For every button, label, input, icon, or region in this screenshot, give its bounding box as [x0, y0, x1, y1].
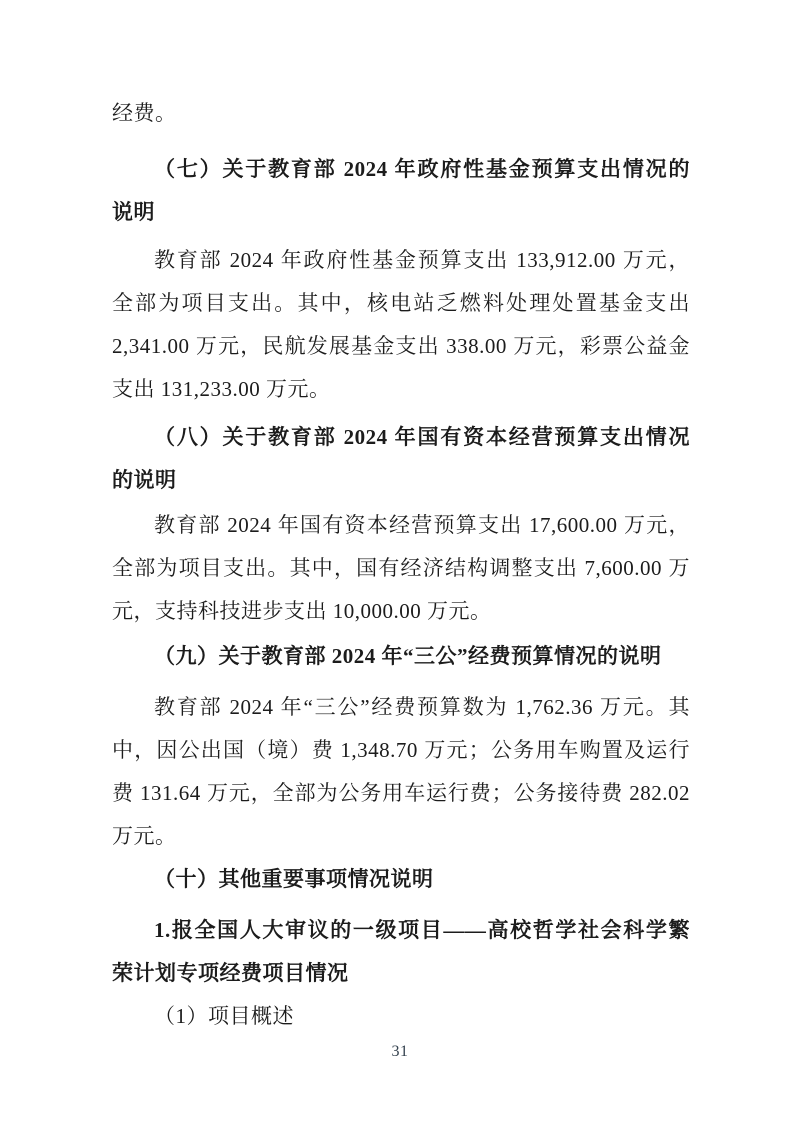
section-heading-10 — [112, 858, 690, 901]
heading-line: （十）其他重要事项情况说明 — [154, 867, 434, 891]
paragraph-line: 中，因公出国（境）费 1,348.70 万元；公务用车购置及运行 — [112, 738, 690, 762]
page-number: 31 — [391, 1043, 409, 1060]
heading-line: 说明 — [112, 200, 155, 224]
paragraph-line: 教育部 2024 年政府性基金预算支出 133,912.00 万元， — [154, 248, 690, 272]
subheading-line: 1.报全国人大审议的一级项目——高校哲学社会科学繁 — [154, 918, 690, 942]
section-heading-7 — [112, 148, 690, 234]
paragraph-line: 全部为项目支出。其中，国有经济结构调整支出 7,600.00 万 — [112, 556, 690, 580]
paragraph-line: 支出 131,233.00 万元。 — [112, 377, 331, 401]
section-heading-9 — [112, 635, 690, 678]
paragraph-line: 教育部 2024 年“三公”经费预算数为 1,762.36 万元。其 — [154, 695, 690, 719]
heading-line: （八）关于教育部 2024 年国有资本经营预算支出情况 — [154, 425, 690, 449]
heading-line: （七）关于教育部 2024 年政府性基金预算支出情况的 — [154, 157, 690, 181]
heading-line: 的说明 — [112, 468, 177, 492]
paragraph-state-capital — [112, 504, 690, 633]
paragraph-line: 全部为项目支出。其中，核电站乏燃料处理处置基金支出 — [112, 291, 690, 315]
paragraph-line: 教育部 2024 年国有资本经营预算支出 17,600.00 万元， — [154, 513, 690, 537]
paragraph-line: 经费。 — [112, 101, 177, 125]
paragraph-line: 万元。 — [112, 824, 177, 848]
paragraph-three-public-expenses — [112, 686, 690, 858]
paragraph-line: 2,341.00 万元，民航发展基金支出 338.00 万元，彩票公益金 — [112, 334, 690, 358]
page-body — [112, 92, 690, 1038]
section-heading-8 — [112, 416, 690, 502]
heading-line: （九）关于教育部 2024 年“三公”经费预算情况的说明 — [154, 644, 662, 668]
paragraph-project-overview — [112, 995, 690, 1038]
subheading-item-1 — [112, 909, 690, 995]
paragraph-line: 元，支持科技进步支出 10,000.00 万元。 — [112, 599, 492, 623]
paragraph-line: （1）项目概述 — [154, 1004, 294, 1028]
subheading-line: 荣计划专项经费项目情况 — [112, 961, 349, 985]
paragraph-government-funds — [112, 239, 690, 411]
paragraph-line: 费 131.64 万元，全部为公务用车运行费；公务接待费 282.02 — [112, 781, 690, 805]
